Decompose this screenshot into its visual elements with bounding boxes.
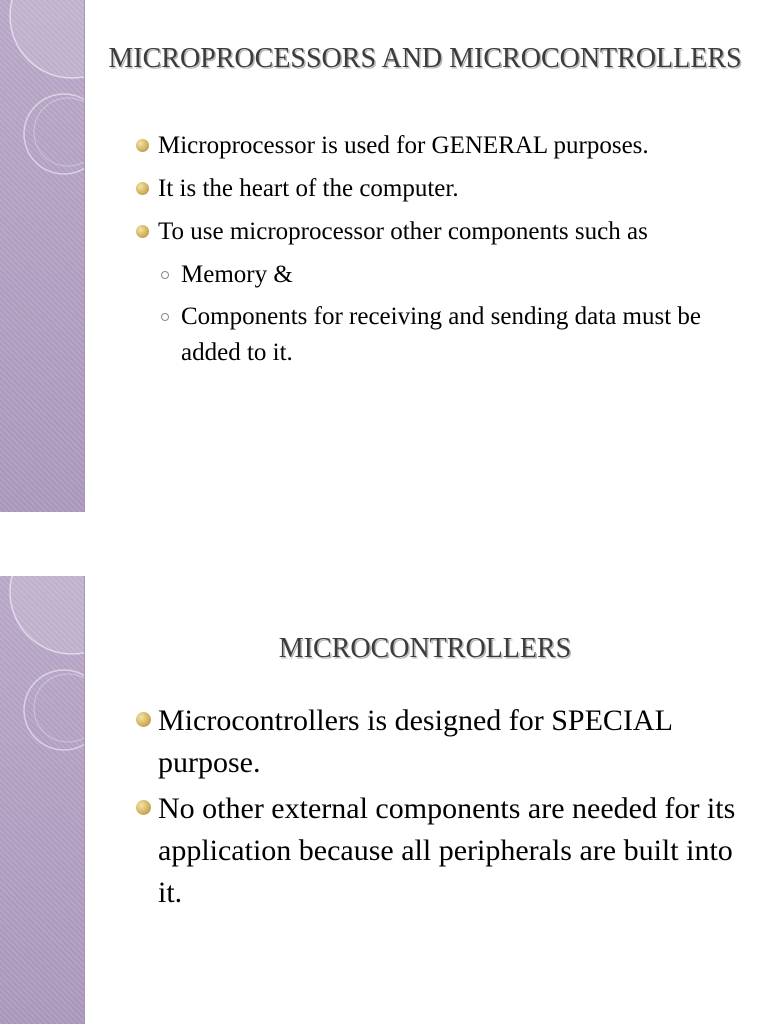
slide-2-bullet-list	[134, 700, 744, 918]
slide-1-decorative-sidebar	[0, 0, 85, 512]
bullet-dot-icon	[136, 225, 149, 238]
bullet-text: No other external components are needed for its application because all peripherals are built into it.	[158, 792, 736, 909]
bullet-text: It is the heart of the computer.	[158, 175, 459, 202]
sub-bullet-ring-icon	[161, 313, 169, 321]
bullet-dot-icon	[136, 182, 149, 195]
bullet-item	[134, 700, 744, 784]
bullet-item	[134, 171, 744, 207]
sub-bullet-ring-icon	[161, 271, 169, 279]
slide-2-title: MICROCONTROLLERS	[278, 633, 572, 664]
sub-bullet-text: Components for receiving and sending data must be added to it.	[181, 303, 702, 366]
bullet-item	[134, 788, 744, 914]
slide-2	[0, 576, 768, 1024]
slide-1-bullet-list	[134, 128, 744, 377]
bullet-item	[134, 214, 744, 250]
decorative-circles-icon	[0, 0, 84, 512]
slide-1-title: MICROPROCESSORS AND MICROCONTROLLERS	[108, 43, 742, 74]
bullet-text: Microprocessor is used for GENERAL purposes.	[158, 132, 649, 159]
bullet-dot-icon	[136, 139, 149, 152]
slide-2-decorative-sidebar	[0, 576, 85, 1024]
sub-bullet-item	[134, 299, 744, 371]
bullet-dot-icon	[136, 712, 151, 727]
bullet-item	[134, 128, 744, 164]
sub-bullet-text: Memory &	[181, 261, 293, 288]
bullet-text: To use microprocessor other components such as	[158, 218, 648, 245]
bullet-text: Microcontrollers is designed for SPECIAL purpose.	[158, 704, 672, 779]
bullet-dot-icon	[136, 800, 151, 815]
decorative-circles-icon	[0, 576, 84, 1024]
sub-bullet-item	[134, 257, 744, 293]
